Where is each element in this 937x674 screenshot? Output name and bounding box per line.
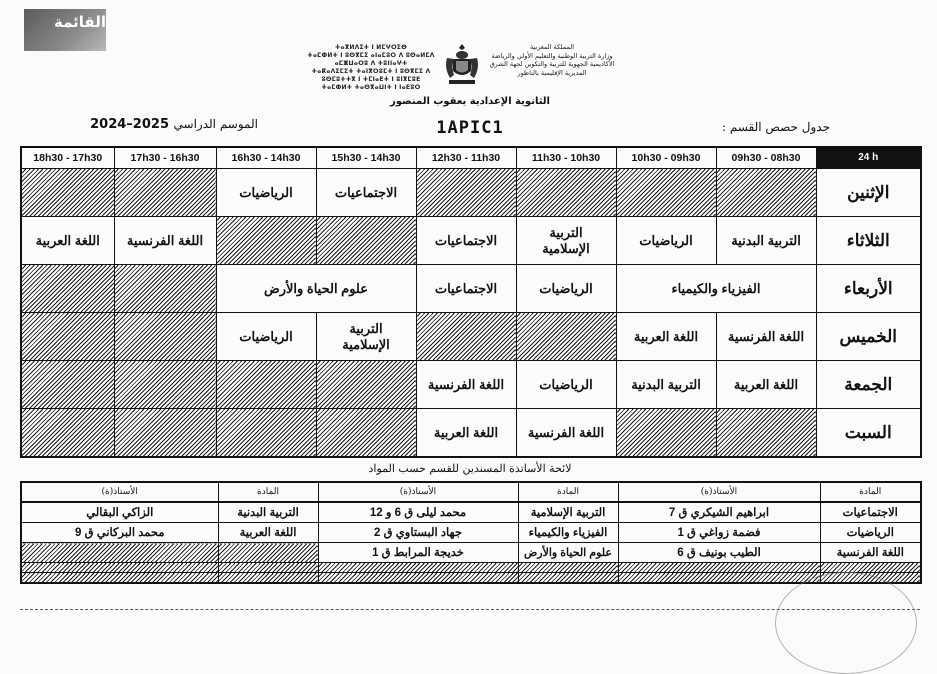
lesson-cell: الاجتماعيات: [416, 217, 516, 265]
subject-column-header: المادة: [218, 482, 318, 502]
time-slot-header: 18h30 - 17h30: [21, 147, 114, 169]
time-slot-header: 16h30 - 14h30: [216, 147, 316, 169]
lesson-cell: الرياضيات: [516, 265, 616, 313]
teacher-column-header: الأستاذ(ة): [618, 482, 820, 502]
day-label: الثلاثاء: [816, 217, 921, 265]
subject-name: الفيزياء والكيمياء: [518, 523, 618, 543]
subject-column-header: المادة: [518, 482, 618, 502]
time-slot-header: 09h30 - 08h30: [716, 147, 816, 169]
empty-slot: [216, 409, 316, 458]
lesson-cell: اللغة الفرنسية: [716, 313, 816, 361]
lesson-cell: اللغة العربية: [616, 313, 716, 361]
teachers-row: [21, 502, 921, 523]
day-label: الإثنين: [816, 169, 921, 217]
lesson-cell: اللغة الفرنسية: [516, 409, 616, 458]
arabic-header: [482, 43, 622, 77]
teachers-row: [21, 523, 921, 543]
empty-slot: [21, 409, 114, 458]
tifinagh-line: ⵜⴰⵎⵀⵍⵜ ⵜⴰⵙⴳⴰⵡⵏⵜ ⵏ ⵏⴰⴹⵓⵔ: [321, 84, 421, 91]
timetable-row-saturday: [21, 409, 921, 458]
empty-slot: [318, 563, 518, 573]
time-slot-header: 17h30 - 16h30: [114, 147, 216, 169]
timetable-row-thursday: [21, 313, 921, 361]
empty-slot: [114, 409, 216, 458]
subject-name: اللغة الفرنسية: [820, 543, 921, 563]
lesson-cell: اللغة العربية: [416, 409, 516, 458]
lesson-cell: الفيزياء والكيمياء: [616, 265, 816, 313]
empty-slot: [616, 169, 716, 217]
lesson-cell: الرياضيات: [216, 169, 316, 217]
day-label: الأربعاء: [816, 265, 921, 313]
lesson-cell: التربية الإسلامية: [516, 217, 616, 265]
empty-slot: [316, 361, 416, 409]
empty-slot: [114, 265, 216, 313]
lesson-cell: علوم الحياة والأرض: [216, 265, 416, 313]
lesson-cell: الاجتماعيات: [316, 169, 416, 217]
empty-slot: [518, 573, 618, 584]
tifinagh-line: ⵜⴰⴳⵍⴷⵉⵜ ⵏ ⵍⵎⵖⵔⵉⴱ: [335, 44, 407, 51]
timetable-header-row: [21, 147, 921, 169]
tifinagh-line: ⵜⴰⴽⴰⴷⵉⵎⵉⵜ ⵜⴰⵏⴳⵔⵓⵎⵜ ⵏ ⵓⵙⴳⵎⵉ ⴷ ⵓⵙⵎⵓⵜⵜⴳ ⵏ ⵜⵎⵏⴰⴹⵜ ⵏ ⵓⵏⴳⵎⵓⴹ: [311, 68, 431, 83]
lesson-cell: اللغة الفرنسية: [416, 361, 516, 409]
lesson-cell: اللغة الفرنسية: [114, 217, 216, 265]
day-label: السبت: [816, 409, 921, 458]
subject-name: الاجتماعيات: [820, 502, 921, 523]
empty-slot: [218, 573, 318, 584]
empty-slot: [618, 573, 820, 584]
empty-slot: [21, 361, 114, 409]
empty-slot: [516, 169, 616, 217]
tifinagh-line: ⵜⴰⵎⵀⵍⵜ ⵏ ⵓⵙⴳⵎⵉ ⴰⵏⴰⵎⵓⵔ ⴷ ⵓⵙⴰⵍⵎⴷ ⴰⵎⵥⵡⴰⵔⵓ ⴷ ⵜⵓⵏⵏⴰⵖⵜ: [307, 52, 435, 67]
teachers-row-empty: [21, 573, 921, 584]
teacher-name: محمد البركاني ق 9: [21, 523, 218, 543]
season-value: 2024–2025: [90, 117, 169, 132]
school-season: [78, 117, 258, 132]
day-label: الجمعة: [816, 361, 921, 409]
empty-slot: [21, 573, 218, 584]
empty-slot: [114, 361, 216, 409]
subject-name: التربية الإسلامية: [518, 502, 618, 523]
teacher-name: الطيب بونيف ق 6: [618, 543, 820, 563]
timetable-row-monday: [21, 169, 921, 217]
lesson-cell: اللغة العربية: [21, 217, 114, 265]
timetable-row-tuesday: [21, 217, 921, 265]
royal-coat-of-arms-icon: [443, 42, 481, 86]
empty-slot: [218, 543, 318, 563]
lesson-cell: الرياضيات: [616, 217, 716, 265]
empty-slot: [21, 543, 218, 563]
empty-slot: [216, 217, 316, 265]
empty-slot: [618, 563, 820, 573]
empty-slot: [416, 313, 516, 361]
teacher-column-header: الأستاذ(ة): [318, 482, 518, 502]
empty-slot: [21, 169, 114, 217]
empty-slot: [21, 313, 114, 361]
empty-slot: [318, 573, 518, 584]
teachers-row: [21, 543, 921, 563]
lesson-cell: التربية البدنية: [716, 217, 816, 265]
lesson-cell: الرياضيات: [216, 313, 316, 361]
empty-slot: [21, 265, 114, 313]
class-code: 1APIC1: [436, 118, 504, 138]
lesson-cell: الرياضيات: [516, 361, 616, 409]
time-slot-header: 11h30 - 10h30: [516, 147, 616, 169]
teachers-row-empty: [21, 563, 921, 573]
time-slot-header: 12h30 - 11h30: [416, 147, 516, 169]
empty-slot: [820, 563, 921, 573]
subject-name: علوم الحياة والأرض: [518, 543, 618, 563]
total-hours: 24 h: [816, 147, 921, 169]
arabic-header-line: المملكة المغربية: [529, 43, 575, 51]
subject-name: الرياضيات: [820, 523, 921, 543]
teachers-list-title: لائحة الأساتذة المسندين للقسم حسب المواد: [368, 462, 572, 475]
teacher-name: جهاد البستاوي ق 2: [318, 523, 518, 543]
timetable-row-wednesday: [21, 265, 921, 313]
teacher-name: ابراهيم الشيكري ق 7: [618, 502, 820, 523]
teachers-table: [20, 481, 922, 584]
tifinagh-header: [296, 44, 446, 92]
empty-slot: [516, 313, 616, 361]
empty-slot: [21, 563, 218, 573]
empty-slot: [716, 169, 816, 217]
empty-slot: [316, 217, 416, 265]
lesson-cell: التربية الإسلامية: [316, 313, 416, 361]
subject-column-header: المادة: [820, 482, 921, 502]
teacher-name: خديجة المرابط ق 1: [318, 543, 518, 563]
school-name: الثانوية الإعدادية يعقوب المنصور: [390, 96, 550, 107]
teacher-name: الزاكي البقالي: [21, 502, 218, 523]
timetable: [20, 146, 922, 458]
empty-slot: [616, 409, 716, 458]
day-label: الخميس: [816, 313, 921, 361]
empty-slot: [216, 361, 316, 409]
arabic-header-line: الأكاديمية الجهوية للتربية والتكوين لجهة الشرق: [489, 60, 615, 68]
empty-slot: [114, 313, 216, 361]
lesson-cell: التربية البدنية: [616, 361, 716, 409]
subject-name: التربية البدنية: [218, 502, 318, 523]
empty-slot: [416, 169, 516, 217]
empty-slot: [218, 563, 318, 573]
empty-slot: [316, 409, 416, 458]
teacher-column-header: الأستاذ(ة): [21, 482, 218, 502]
empty-slot: [114, 169, 216, 217]
lesson-cell: الاجتماعيات: [416, 265, 516, 313]
timetable-row-friday: [21, 361, 921, 409]
empty-slot: [716, 409, 816, 458]
corner-badge: [24, 9, 106, 51]
season-label: الموسم الدراسي: [173, 117, 258, 131]
subject-name: اللغة العربية: [218, 523, 318, 543]
timetable-label: جدول حصص القسم :: [722, 120, 830, 134]
teacher-name: فضمة زواغي ق 1: [618, 523, 820, 543]
arabic-header-line: وزارة التربية الوطنية والتعليم الأولي والرياضة: [491, 51, 613, 60]
lesson-cell: اللغة العربية: [716, 361, 816, 409]
time-slot-header: 10h30 - 09h30: [616, 147, 716, 169]
teacher-name: محمد ليلى ق 6 و 12: [318, 502, 518, 523]
time-slot-header: 15h30 - 14h30: [316, 147, 416, 169]
empty-slot: [518, 563, 618, 573]
arabic-header-line: المديرية الإقليمية بالناظور: [517, 68, 587, 77]
teachers-header-row: [21, 482, 921, 502]
official-stamp: [775, 572, 917, 674]
corner-badge-text: القائمة: [54, 13, 106, 31]
